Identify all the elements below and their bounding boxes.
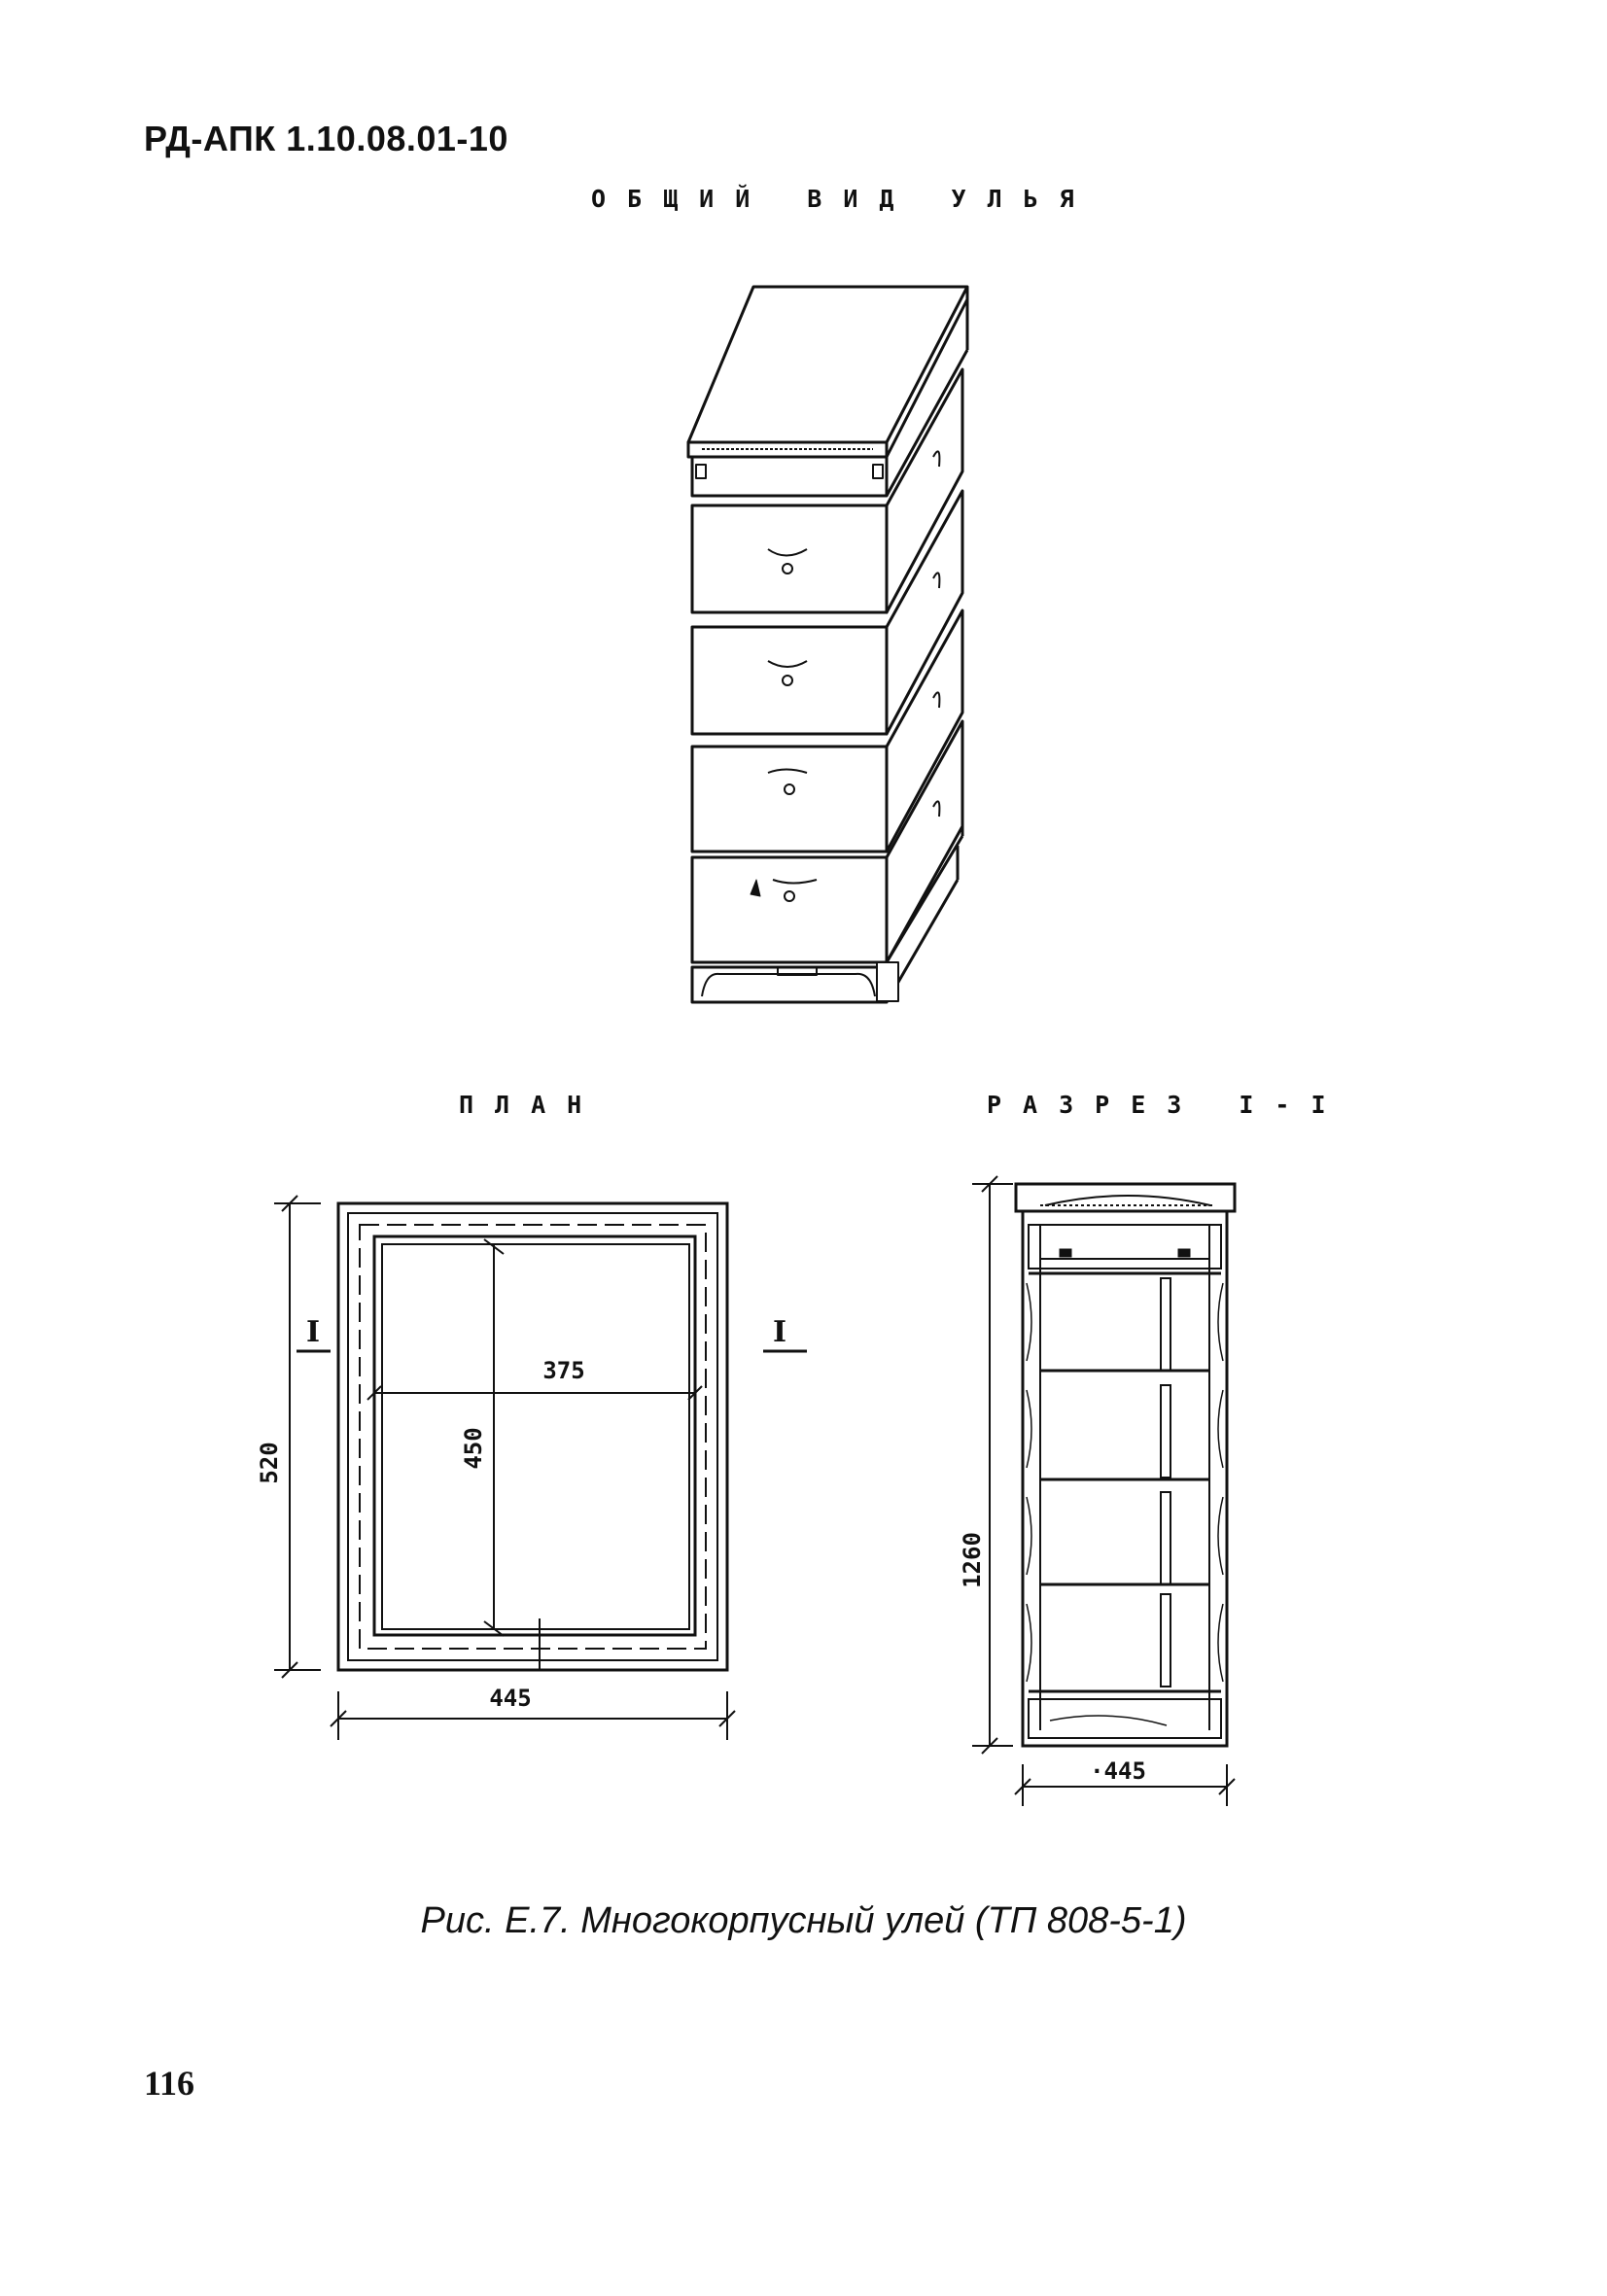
plan-section-mark-left: I (305, 1315, 321, 1349)
plan-dim-outer-width: 445 (489, 1685, 532, 1712)
plan-section-mark-right: I (772, 1315, 787, 1349)
section-dim-height: 1260 (959, 1532, 986, 1588)
plan-title: ПЛАН (459, 1091, 604, 1119)
page-number: 116 (144, 2064, 195, 2103)
plan-dim-outer-depth: 520 (256, 1442, 283, 1484)
section-dim-width: ·445 (1090, 1757, 1146, 1785)
document-code: РД-АПК 1.10.08.01-10 (144, 119, 508, 158)
general-view-title: ОБЩИЙ ВИД УЛЬЯ (591, 185, 1096, 213)
section-title: РАЗРЕЗ I-I (987, 1091, 1347, 1119)
plan-dim-inner-depth: 450 (460, 1427, 487, 1470)
plan-dim-inner-width: 375 (542, 1357, 585, 1384)
figure-caption: Рис. Е.7. Многокорпусный улей (ТП 808-5-1) (420, 1900, 1187, 1941)
